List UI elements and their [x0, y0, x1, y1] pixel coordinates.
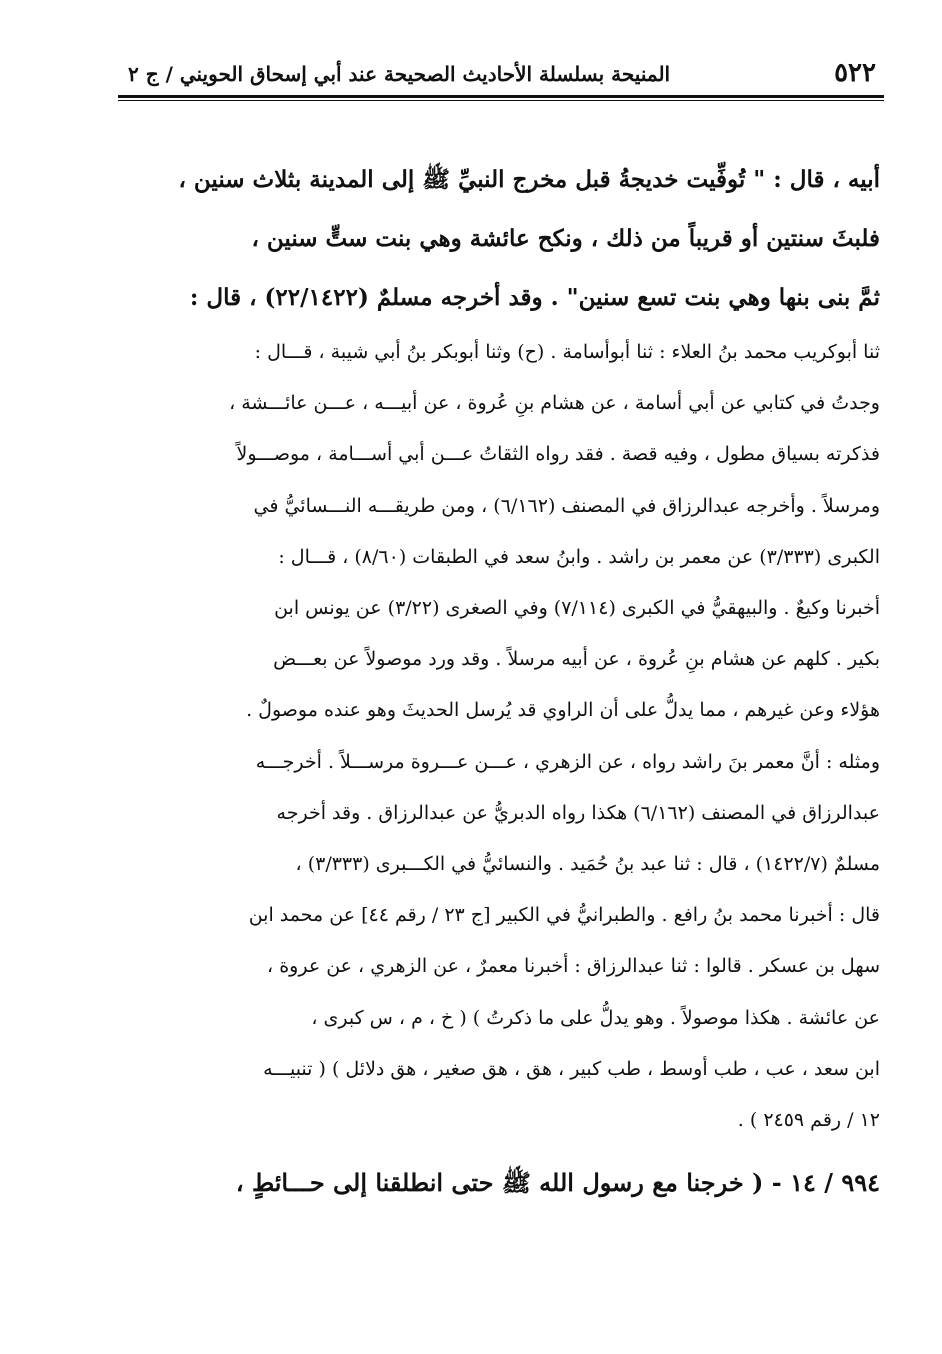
commentary-line: ثنا أبوكريب محمد بنُ العلاء : ثنا أبوأسامة . (ح) وثنا أبوبكر بنُ أبي شيبة ، قـــال : [254, 341, 880, 363]
commentary-line: وجدتُ في كتابي عن أبي أسامة ، عن هشام بنِ عُروة ، عن أبيـــه ، عـــن عائـــشة ، [229, 392, 880, 415]
header-rule-thin [118, 100, 884, 101]
hadith-line: ثمَّ بنى بنها وهي بنت تسع سنين" . وقد أخرجه مسلمٌ (٢٢/١٤٢٢) ، قال : [189, 284, 880, 311]
hadith-line: فلبثَ سنتين أو قريباً من ذلك ، ونكح عائشة وهي بنت ستٍّ سنين ، [251, 225, 880, 252]
commentary-line: ابن سعد ، عب ، طب أوسط ، طب كبير ، هق ، هق صغير ، هق دلائل ) ( تنبيـــه [263, 1057, 880, 1080]
next-hadith-entry: ٩٩٤ / ١٤ - ( خرجنا مع رسول الله ﷺ حتى انطلقنا إلى حـــائطٍ ، [235, 1168, 880, 1197]
main-text [128, 150, 880, 1146]
commentary-line: ١٢ / رقم ٢٤٥٩ ) . [737, 1109, 880, 1132]
commentary-line: عن عائشة . هكذا موصولاً . وهو يدلُّ على ما ذكرتُ ) ( خ ، م ، س كبرى ، [311, 1006, 880, 1029]
page-number: ٥٢٢ [834, 58, 876, 88]
commentary-line: أخبرنا وكيعٌ . والبيهقيُّ في الكبرى (٧/١١٤) وفي الصغرى (٣/٢٢) عن يونس ابن [274, 597, 880, 620]
commentary-line: عبدالرزاق في المصنف (٦/١٦٢) هكذا رواه الدبريُّ عن عبدالرزاق . وقد أخرجه [276, 801, 880, 824]
commentary-line: قال : أخبرنا محمد بنُ رافع . والطبرانيُّ في الكبير [ج ٢٣ / رقم ٤٤] عن محمد ابن [248, 904, 880, 927]
commentary-line: مسلمٌ (١٤٢٢/٧) ، قال : ثنا عبد بنُ حُمَيد . والنسائيُّ في الكـــبرى (٣/٣٣٣) ، [295, 853, 880, 876]
running-title: المنيحة بسلسلة الأحاديث الصحيحة عند أبي إسحاق الحويني / ج ٢ [128, 62, 671, 86]
commentary-line: هؤلاء وعن غيرهم ، مما يدلُّ على أن الراوي قد يُرسل الحديثَ وهو عنده موصولٌ . [246, 699, 880, 722]
commentary-line: الكبرى (٣/٣٣٣) عن معمر بن راشد . وابنُ سعد في الطبقات (٨/٦٠) ، قـــال : [278, 545, 880, 568]
header-rule [118, 95, 884, 98]
commentary-line: ومرسلاً . وأخرجه عبدالرزاق في المصنف (٦/١٦٢) ، ومن طريقـــه النـــسائيُّ في [253, 494, 880, 517]
commentary-line: بكير . كلهم عن هشام بنِ عُروة ، عن أبيه مرسلاً . وقد ورد موصولاً عن بعـــض [273, 648, 880, 671]
commentary-line: ومثله : أنَّ معمر بنَ راشد رواه ، عن الزهري ، عـــن عـــروة مرســـلاً . أخرجـــه [255, 750, 880, 773]
page-header [118, 52, 884, 92]
hadith-line: أبيه ، قال : " تُوفِّيت خديجةُ قبل مخرج النبيِّ ﷺ إلى المدينة بثلاث سنين ، [178, 166, 880, 193]
commentary-line: سهل بن عسكر . قالوا : ثنا عبدالرزاق : أخبرنا معمرٌ ، عن الزهري ، عن عروة ، [267, 955, 880, 978]
commentary-line: فذكرته بسياق مطول ، وفيه قصة . فقد رواه الثقاتُ عـــن أبي أســـامة ، موصـــولاً [236, 443, 880, 466]
